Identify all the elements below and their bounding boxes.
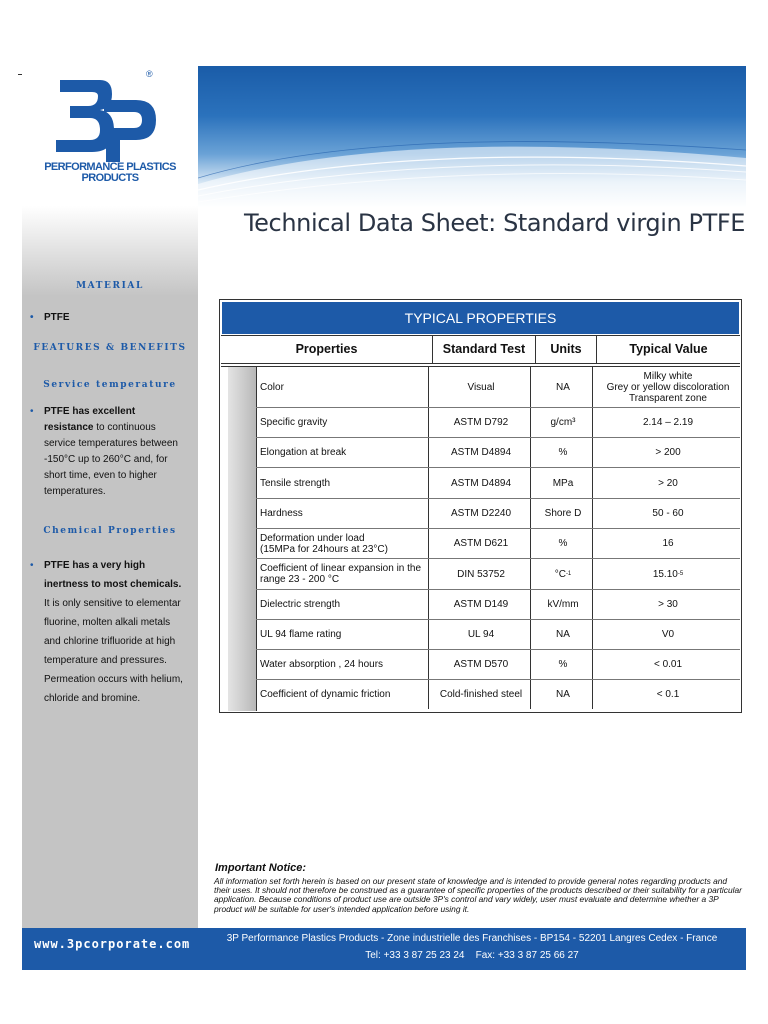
table-header-row	[221, 335, 740, 364]
chemical-bold: PTFE has a very high inertness to most chemicals.	[44, 560, 182, 590]
address-line: 3P Performance Plastics Products - Zone industrielle des Franchises - BP154 - 52201 Langres Cedex - France	[226, 933, 718, 944]
cell-standard-test-text: UL 94	[467, 629, 495, 640]
cell-property	[260, 680, 428, 709]
header-banner	[198, 66, 746, 208]
header-properties: Properties	[295, 342, 358, 356]
cell-value-text: V0	[661, 629, 675, 640]
column-divider	[592, 680, 593, 709]
table-title: TYPICAL PROPERTIES	[222, 302, 739, 334]
cell-unit	[534, 367, 592, 407]
logo-text	[22, 162, 198, 184]
page-title: Technical Data Sheet: Standard virgin PTFE	[244, 209, 746, 237]
cell-value	[596, 468, 740, 498]
cell-value-text: < 0.1	[656, 689, 680, 700]
features-heading: FEATURES & BENEFITS	[33, 343, 187, 353]
column-divider	[530, 590, 531, 619]
bullet-icon: •	[30, 406, 34, 417]
cell-property-text: Coefficient of dynamic friction	[260, 689, 391, 700]
cell-property	[260, 438, 428, 467]
column-divider	[530, 529, 531, 558]
cell-unit-text: NA	[556, 689, 570, 700]
column-divider	[592, 559, 593, 589]
cell-standard-test	[432, 559, 530, 589]
material-item	[30, 310, 184, 326]
cell-standard-test-text: ASTM D4894	[450, 447, 512, 458]
logo-line-2: PRODUCTS	[81, 172, 139, 184]
website-link[interactable]: www.3pcorporate.com	[34, 937, 191, 951]
column-divider	[428, 438, 429, 467]
cell-property	[260, 499, 428, 528]
cell-value-text: > 30	[658, 599, 678, 610]
column-divider	[592, 590, 593, 619]
cell-unit: °C -1	[554, 568, 572, 580]
table-row	[256, 590, 740, 620]
column-divider	[592, 438, 593, 467]
material-item-label: PTFE	[44, 312, 70, 323]
cell-value	[596, 438, 740, 467]
logo-line-1: PERFORMANCE PLASTICS	[44, 161, 176, 173]
cell-value-text: Milky white Grey or yellow discoloration Transparent zone	[606, 370, 730, 404]
table-row	[256, 438, 740, 468]
cell-property-text: Water absorption , 24 hours	[260, 659, 384, 670]
column-divider	[592, 367, 593, 407]
column-divider	[592, 468, 593, 498]
cell-unit	[534, 590, 592, 619]
cell-property	[260, 367, 428, 407]
cell-value	[596, 650, 740, 679]
cell-value-text: 15.10	[652, 568, 678, 580]
cell-unit	[534, 408, 592, 437]
column-divider	[530, 468, 531, 498]
column-divider	[530, 408, 531, 437]
header-units: Units	[550, 342, 582, 356]
service-heading: Service temperature	[43, 380, 177, 390]
cell-property-text: Color	[260, 381, 284, 393]
service-text: to continuous service temperatures between -150°C up to 260°C and, for short time, even to higher temperatures.	[44, 422, 178, 497]
column-divider	[592, 620, 593, 649]
cell-value	[596, 408, 740, 437]
cell-property-text: Hardness	[260, 508, 303, 519]
logo	[22, 66, 198, 228]
cell-value	[596, 529, 740, 558]
column-divider	[530, 650, 531, 679]
notice-title: Important Notice:	[215, 862, 307, 874]
table-row	[256, 499, 740, 529]
cell-unit	[534, 499, 592, 528]
header-swoosh	[198, 66, 746, 208]
bullet-icon: •	[30, 312, 34, 323]
column-divider	[592, 650, 593, 679]
cell-property	[260, 408, 428, 437]
cell-standard-test-text: ASTM D149	[453, 599, 509, 610]
table-row	[256, 529, 740, 559]
cell-standard-test	[432, 620, 530, 649]
cell-standard-test-text: Cold-finished steel	[439, 689, 523, 700]
cell-standard-test-text: Visual	[467, 381, 495, 393]
cell-unit	[534, 680, 592, 709]
cell-property	[260, 650, 428, 679]
cell-property-text: Dielectric strength	[260, 599, 341, 610]
cell-standard-test	[432, 408, 530, 437]
cell-standard-test	[432, 438, 530, 467]
cell-value	[596, 620, 740, 649]
column-divider	[428, 468, 429, 498]
cell-property-text: Tensile strength	[260, 477, 331, 489]
column-divider	[592, 499, 593, 528]
cell-property-text: Specific gravity	[260, 417, 328, 428]
row-strip	[228, 367, 257, 711]
cell-value	[596, 499, 740, 528]
cell-unit-text: Shore D	[544, 508, 582, 519]
column-divider	[530, 367, 531, 407]
cell-standard-test	[432, 680, 530, 709]
cell-value-text: 50 - 60	[652, 508, 684, 519]
notice-body: All information set forth herein is based on our present state of knowledge and is intended to provide general notes regarding products and their uses. It should not therefore be construed as a guarantee of specific properties of the products described or their suitability for a particular application. Because conditions of product use are outside 3P's control and vary widely, user must evaluate and determine whether a 3P product will be suitable for user's intended application before using it.	[214, 876, 742, 914]
cell-unit	[534, 468, 592, 498]
column-divider	[428, 590, 429, 619]
cell-property	[260, 468, 428, 498]
cell-standard-test-text: ASTM D570	[453, 659, 509, 670]
column-divider	[428, 367, 429, 407]
registered-mark: ®	[146, 69, 153, 79]
chemical-text: It is only sensitive to elementar fluorine, molten alkali metals and chlorine trifluoride at high temperature and pressures. Permeation occurs with helium, chloride and bromine.	[44, 598, 183, 704]
table-row	[256, 468, 740, 499]
cell-property	[260, 529, 428, 558]
chemical-heading: Chemical Properties	[43, 526, 177, 536]
cell-value-text: > 200	[655, 447, 681, 458]
column-divider	[592, 408, 593, 437]
cell-standard-test	[432, 499, 530, 528]
cell-unit-text: %	[558, 659, 568, 670]
cell-value-text: 2.14 – 2.19	[642, 417, 694, 428]
cell-standard-test	[432, 468, 530, 498]
cell-standard-test-text: ASTM D4894	[450, 477, 512, 489]
column-divider	[428, 650, 429, 679]
cell-value	[596, 680, 740, 709]
cell-unit-text: MPa	[552, 477, 574, 489]
cell-unit	[534, 529, 592, 558]
cell-unit-text: °C	[554, 568, 566, 580]
cell-value: 15.10 -5	[652, 568, 684, 580]
cell-property	[260, 590, 428, 619]
table-row	[256, 650, 740, 680]
3p-logo-mark	[52, 70, 162, 166]
cell-unit-text: %	[558, 447, 568, 458]
service-bold: PTFE has excellent resistance	[44, 406, 136, 433]
cell-unit	[534, 438, 592, 467]
service-paragraph	[30, 404, 184, 500]
footer	[22, 928, 746, 970]
cell-standard-test	[432, 650, 530, 679]
table-row	[256, 367, 740, 408]
chemical-paragraph	[30, 556, 184, 708]
column-divider	[530, 680, 531, 709]
table-row	[256, 620, 740, 650]
column-divider	[592, 529, 593, 558]
cell-unit-text: NA	[556, 629, 570, 640]
contact-line: Tel: +33 3 87 25 23 24 Fax: +33 3 87 25 66 27	[365, 950, 579, 961]
column-divider	[428, 529, 429, 558]
cell-property-text: Elongation at break	[260, 447, 347, 458]
cell-unit	[534, 650, 592, 679]
table-row	[256, 559, 740, 590]
column-divider	[428, 680, 429, 709]
bullet-icon: •	[30, 560, 34, 571]
cell-property-text: Coefficient of linear expansion in the range 23 - 200 °C	[260, 563, 422, 585]
column-divider	[428, 408, 429, 437]
cell-unit-text: g/cm³	[550, 417, 576, 428]
cell-property	[260, 559, 428, 589]
table-row	[256, 408, 740, 438]
header-standard-test: Standard Test	[442, 342, 526, 356]
cell-standard-test-text: ASTM D621	[453, 538, 509, 549]
table-body	[221, 366, 740, 711]
cell-standard-test-text: DIN 53752	[457, 568, 505, 580]
column-divider	[428, 499, 429, 528]
material-heading: MATERIAL	[76, 281, 144, 291]
cell-value-text: > 20	[658, 477, 678, 489]
cell-standard-test-text: ASTM D2240	[450, 508, 512, 519]
sidebar	[22, 66, 198, 928]
column-divider	[428, 620, 429, 649]
cell-unit-text: NA	[556, 381, 570, 393]
cell-standard-test	[432, 590, 530, 619]
cell-value-text: < 0.01	[653, 659, 683, 670]
header-typical-value: Typical Value	[629, 342, 708, 356]
cell-value	[596, 367, 740, 407]
footer-address	[222, 930, 722, 964]
cell-value-text: 16	[662, 538, 674, 549]
cell-standard-test-text: ASTM D792	[453, 417, 509, 428]
column-divider	[428, 559, 429, 589]
cell-unit	[534, 620, 592, 649]
column-divider	[530, 620, 531, 649]
cell-standard-test	[432, 529, 530, 558]
cell-property-text: UL 94 flame rating	[260, 629, 342, 640]
cell-property	[260, 620, 428, 649]
column-divider	[530, 499, 531, 528]
cell-standard-test	[432, 367, 530, 407]
properties-table	[219, 299, 742, 713]
cell-unit-text: kV/mm	[547, 599, 579, 610]
cell-property-text: Deformation under load (15MPa for 24hours at 23°C)	[260, 532, 388, 555]
column-divider	[530, 438, 531, 467]
table-row	[256, 680, 740, 709]
cell-unit-text: %	[558, 538, 568, 549]
column-divider	[530, 559, 531, 589]
cell-value	[596, 590, 740, 619]
